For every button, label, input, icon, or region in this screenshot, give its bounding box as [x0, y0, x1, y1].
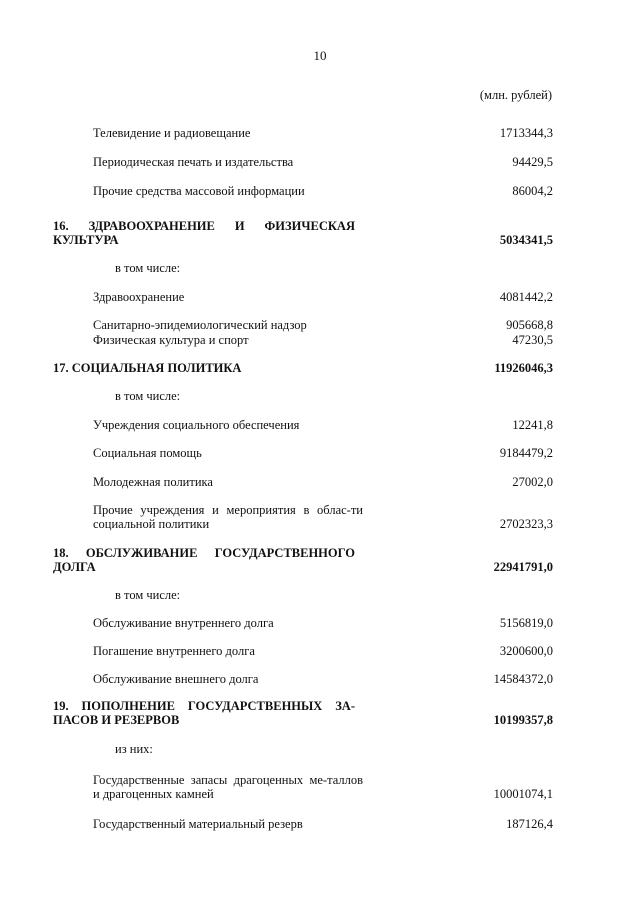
row-subheading: в том числе:	[115, 389, 181, 403]
row-label: Государственные запасы драгоценных ме-таллов и драгоценных камней	[93, 773, 363, 801]
section-heading: 16. ЗДРАВООХРАНЕНИЕ И ФИЗИЧЕСКАЯ КУЛЬТУРА	[53, 219, 355, 247]
row-value: 86004,2	[512, 184, 553, 198]
row-label: Телевидение и радиовещание	[93, 126, 251, 140]
row-value: 94429,5	[512, 155, 553, 169]
row-value: 187126,4	[506, 817, 553, 831]
row-label: Периодическая печать и издательства	[93, 155, 294, 169]
row-value: 9184479,2	[499, 446, 553, 460]
row-label: Молодежная политика	[93, 475, 213, 489]
row-label: Обслуживание внутреннего долга	[93, 616, 274, 630]
row-label: Обслуживание внешнего долга	[93, 672, 259, 686]
section-total: 10199357,8	[493, 713, 553, 727]
row-value: 2702323,3	[499, 517, 553, 531]
row-value: 5156819,0	[499, 616, 553, 630]
row-value: 47230,5	[512, 333, 553, 347]
section-heading: 19. ПОПОЛНЕНИЕ ГОСУДАРСТВЕННЫХ ЗА-ПАСОВ И РЕЗЕРВОВ	[53, 699, 355, 727]
section-total: 11926046,3	[494, 361, 553, 375]
row-value: 4081442,2	[499, 290, 553, 304]
row-label: Прочие средства массовой информации	[93, 184, 305, 198]
row-value: 1713344,3	[499, 126, 553, 140]
row-subheading: в том числе:	[115, 588, 181, 602]
section-total: 5034341,5	[499, 233, 553, 247]
row-value: 905668,8	[506, 318, 553, 332]
row-label: Здравоохранение	[93, 290, 185, 304]
row-label: Государственный материальный резерв	[93, 817, 303, 831]
row-label: Санитарно-эпидемиологический надзор	[93, 318, 307, 332]
section-heading: 17. СОЦИАЛЬНАЯ ПОЛИТИКА	[53, 361, 242, 375]
page-number: 10	[313, 48, 327, 63]
row-value: 12241,8	[512, 418, 553, 432]
row-value: 10001074,1	[493, 787, 553, 801]
row-label: Социальная помощь	[93, 446, 202, 460]
row-subheading: в том числе:	[115, 261, 181, 275]
row-label: Учреждения социального обеспечения	[93, 418, 300, 432]
row-label: Физическая культура и спорт	[93, 333, 249, 347]
section-total: 22941791,0	[493, 560, 553, 574]
row-label: Прочие учреждения и мероприятия в облас-ти социальной политики	[93, 503, 363, 531]
unit-label: (млн. рублей)	[479, 88, 552, 102]
section-heading: 18. ОБСЛУЖИВАНИЕ ГОСУДАРСТВЕННОГО ДОЛГА	[53, 546, 355, 574]
row-label: Погашение внутреннего долга	[93, 644, 255, 658]
row-value: 3200600,0	[499, 644, 553, 658]
row-value: 27002,0	[512, 475, 553, 489]
row-value: 14584372,0	[493, 672, 553, 686]
row-subheading: из них:	[115, 742, 153, 756]
